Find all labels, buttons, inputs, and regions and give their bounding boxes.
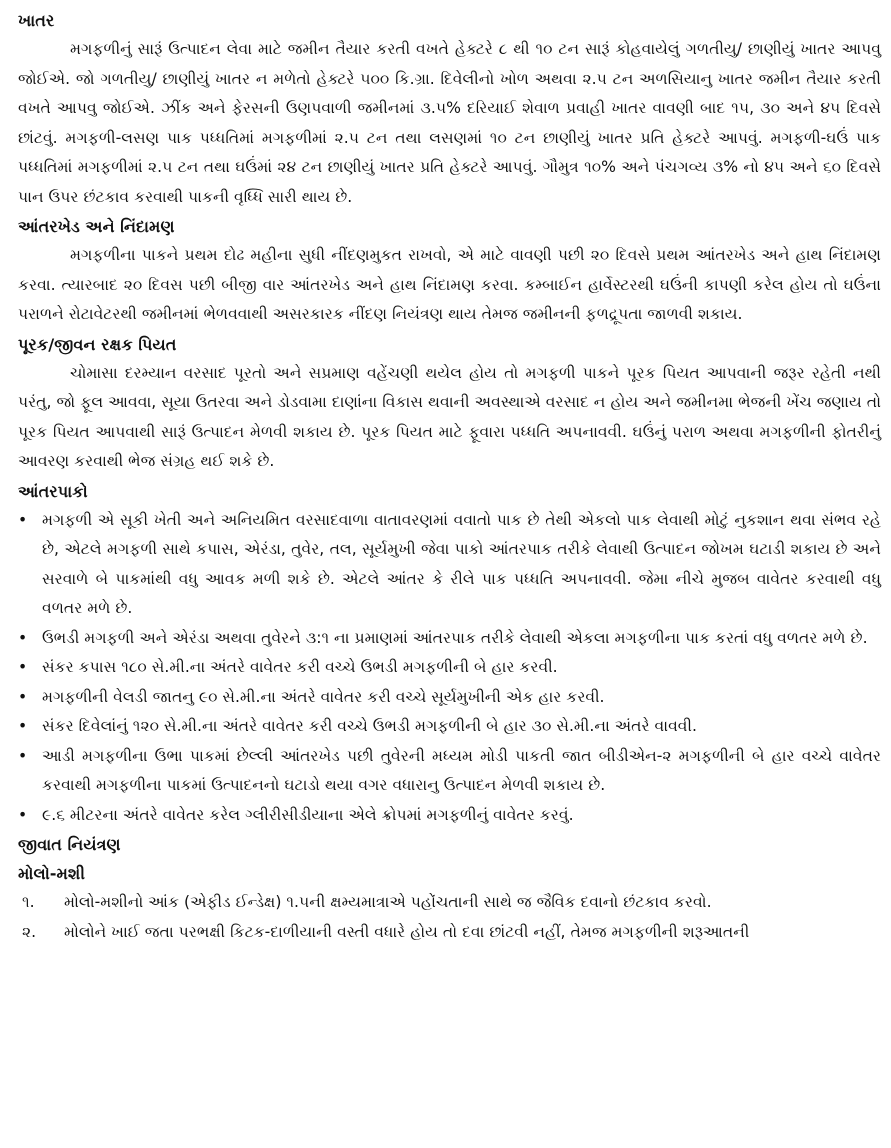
list-item: • મગફળી એ સૂકી ખેતી અને અનિયમિત વરસાદવાળા વાતાવરણમાં વવાતો પાક છે તેથી એકલો પાક લેવાથી મોટું નુકશાન થવા સંભવ રહે છે, એટલે મગફળી સાથે કપાસ, એરંડા, તુવેર, તલ, સૂર્યમુખી જેવા પાકો આંતરપાક તરીકે લેવાથી ઉત્પાદન જોખમ ઘટાડી શકાય છે અને સરવાળે બે પાકમાંથી વધુ આવક મળી શકે છે. એટલે આંતર કે રીલે પાક પધ્ધતિ અપનાવવી. જેમા નીચે મુજબ વાવેતર કરવાથી વધુ વળતર મળે છે. xyxy=(18,506,881,624)
paragraph-weeding: મગફળીના પાકને પ્રથમ દોઢ મહીના સુધી નીંદણમુકત રાખવો, એ માટે વાવણી પછી ૨૦ દિવસે પ્રથમ આંતરખેડ અને હાથ નિંદામણ કરવા. ત્યારબાદ ૨૦ દિવસ પછી બીજી વાર આંતરખેડ અને હાથ નિંદામણ કરવા. કમ્બાઈન હાર્વેસ્ટરથી ઘઉંની કાપણી કરેલ હોય તો ઘઉંના પરાળને રોટાવેટરથી જમીનમાં ભેળવવાથી અસરકારક નીંદણ નિયંત્રણ થાય તેમજ જમીનની ફળદ્રૂપતા જાળવી શકાય. xyxy=(18,246,881,323)
section-weeding xyxy=(18,212,881,330)
section-pest xyxy=(18,830,881,947)
list-number: ૨. xyxy=(22,922,37,941)
list-text: મોલો-મશીનો આંક (એફીડ ઈન્ડેક્ષ) ૧.૫ની ક્ષમ્યમાત્રાએ પહોંચતાની સાથે જ જૈવિક દવાનો છંટકાવ કરવો. xyxy=(64,893,712,911)
list-item: • મગફળીની વેલડી જાતનુ ૯૦ સે.મી.ના અંતરે વાવેતર કરી વચ્ચે સૂર્યમુખીની એક હાર કરવી. xyxy=(18,683,881,713)
heading-irrigation: પૂરક/જીવન રક્ષક પિયત xyxy=(18,334,177,354)
paragraph-irrigation: ચોમાસા દરમ્યાન વરસાદ પૂરતો અને સપ્રમાણ વહેંચણી થયેલ હોય તો મગફળી પાકને પૂરક પિયત આપવાની જરૂર રહેતી નથી પરંતુ, જો ફૂલ આવવા, સૂયા ઉતરવા અને ડોડવામા દાણાંના વિકાસ થવાની અવસ્થાએ વરસાદ ન હોય અને જમીનમા ભેજની ખેંચ જણાય તો પૂરક પિયત આપવાથી સારૂં ઉત્પાદન મેળવી શકાય છે. પૂરક પિયત માટે ફૂવારા પધ્ધતિ અપનાવવી. ઘઉંનું પરાળ અથવા મગફળીની ફોતરીનું આવરણ કરવાથી ભેજ સંગ્રહ થઈ શકે છે. xyxy=(18,363,881,470)
list-text: મોલોને ખાઈ જતા પરભક્ષી કિટક-દાળીયાની વસ્તી વધારે હોય તો દવા છાંટવી નહીં, તેમજ મગફળીની શરૂઆતની xyxy=(64,922,750,941)
subheading-aphid: મોલો-મશી xyxy=(18,864,86,883)
list-item: • ૯.૬ મીટરના અંતરે વાવેતર કરેલ ગ્લીરીસીડીયાના એલે ક્રોપમાં મગફળીનું વાવેતર કરવું. xyxy=(18,801,881,831)
intercrop-list xyxy=(18,506,881,831)
section-manure xyxy=(18,6,881,212)
heading-pest: જીવાત નિયંત્રણ xyxy=(18,835,121,854)
list-item: • સંકર કપાસ ૧૮૦ સે.મી.ના અંતરે વાવેતર કરી વચ્ચે ઉભડી મગફળીની બે હાર કરવી. xyxy=(18,653,881,683)
pest-list xyxy=(18,888,881,947)
heading-weeding: આંતરખેડ અને નિંદામણ xyxy=(18,217,175,236)
heading-manure: ખાતર xyxy=(18,11,55,30)
paragraph-manure: મગફળીનું સારૂં ઉત્પાદન લેવા માટે જમીન તૈયાર કરતી વખતે હેક્ટરે ૮ થી ૧૦ ટન સારૂં કોહવાયેલું ગળતીયુ/ છાણીયું ખાતર આપવુ જોઈએ. જો ગળતીયુ/ છાણીયું ખાતર ન મળેતો હેક્ટરે ૫૦૦ કિ.ગ્રા. દિવેલીનો ખોળ અથવા ૨.૫ ટન અળસિયાનુ ખાતર જમીન તૈયાર કરતી વખતે આપવુ જોઈએ. ઝીંક અને ફેરસની ઉણપવાળી જમીનમાં ૩.૫% દરિયાઈ શેવાળ પ્રવાહી ખાતર વાવણી બાદ ૧૫, ૩૦ અને ૪૫ દિવસે છાંટવું. મગફળી-લસણ પાક પધ્ધતિમાં મગફળીમાં ૨.૫ ટન તથા લસણમાં ૧૦ ટન છાણીયું ખાતર પ્રતિ હેક્ટરે આપવું. મગફળી-ઘઉં પાક પધ્ધતિમાં મગફળીમાં ૨.૫ ટન તથા ઘઉંમાં ૨૪ ટન છાણીયું ખાતર પ્રતિ હેક્ટરે આપવું. ગૌમુત્ર ૧૦% અને પંચગવ્ય ૩% નો ૪૫ અને ૬૦ દિવસે પાન ઉપર છંટકાવ કરવાથી પાકની વૃધ્ધિ સારી થાય છે. xyxy=(18,40,881,206)
section-irrigation xyxy=(18,330,881,477)
list-item xyxy=(18,888,881,918)
list-item: • સંકર દિવેલાંનું ૧૨૦ સે.મી.ના અંતરે વાવેતર કરી વચ્ચે ઉભડી મગફળીની બે હાર ૩૦ સે.મી.ના અંતરે વાવવી. xyxy=(18,712,881,742)
list-item xyxy=(18,918,881,948)
list-number: ૧. xyxy=(22,893,35,911)
heading-intercrops: આંતરપાકો xyxy=(18,481,88,501)
list-item: • આડી મગફળીના ઉભા પાકમાં છેલ્લી આંતરખેડ પછી તુવેરની મધ્યમ મોડી પાકતી જાત બીડીએન-૨ મગફળીની બે હાર વચ્ચે વાવેતર કરવાથી મગફળીના પાકમાં ઉત્પાદનનો ઘટાડો થયા વગર વધારાનુ ઉત્પાદન મેળવી શકાય છે. xyxy=(18,742,881,801)
list-item: • ઉભડી મગફળી અને એરંડા અથવા તુવેરને ૩:૧ ના પ્રમાણમાં આંતરપાક તરીકે લેવાથી એકલા મગફળીના પાક કરતાં વધુ વળતર મળે છે. xyxy=(18,624,881,654)
section-intercrops xyxy=(18,477,881,831)
